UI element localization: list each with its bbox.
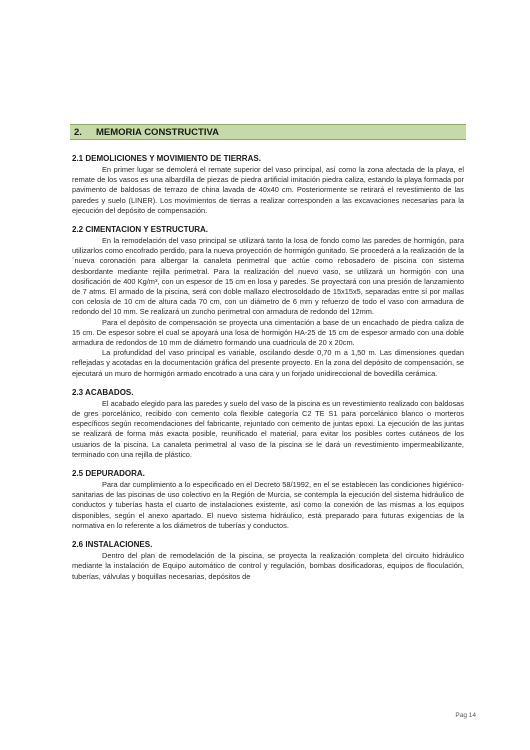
section-cimentacion: [72, 224, 464, 379]
section-heading: 2.2 CIMENTACION Y ESTRUCTURA.: [72, 225, 209, 235]
paragraph: La profundidad del vaso principal es variable, oscilando desde 0,70 m a 1,50 m. Las dimensiones quedan reflejadas y acotadas en la documentación gráfica del presente proyecto. En la zona del depósito de compensación, se ejecutará un muro de hormigón armado encotrado a una cara y un forjado unidireccional de bovedilla cerámica.: [72, 348, 464, 378]
section-depuradora: [72, 468, 464, 531]
paragraph: Para dar cumplimiento a lo especificado en el Decreto 58/1992, en el se establecen las condiciones higiénico-sanitarias de las piscinas de uso colectivo en la Región de Murcia, se contempla la ejecución del sistema hidráulico de conductos y tuberías hasta el cuarto de instalaciones existente, así como la conexión de las mismas a los equipos disponibles, según el anexo apartado. El nuevo sistema hidráulico, está preparado para futuras exigencias de la normativa en lo referente a los diámetros de tuberías y conductos.: [72, 480, 464, 530]
paragraph: En la remodelación del vaso principal se utilizará tanto la losa de fondo como las paredes de hormigón, para utilizarlos como encofrado perdido, para la nueva proyección de hormigón gunitado. Se procederá a la realización de la ´nueva coronación para albergar la canaleta perimetral que actúe como rebosadero de piscina con sistema desbordante mediante rejilla perimetral. Para la realización del nuevo vaso, se utilizará un hormigón con una dosificación de 400 Kg/m³, con un espesor de 15 cm en losa y paredes. Se proyectará con una presión de lanzamiento de 7 atms. El armado de la piscina, será con doble mallazo electrosoldado de 15x15x5, separadas entre sí por mallas con celosía de 10 cm de altura cada 70 cm, con un diámetro de 6 mm y refuerzo de todo el vaso con armadura de redondo del 10 mm. Se realizará un zuncho perimetral con armadura de redondo del 12mm.: [72, 236, 464, 317]
paragraph: Para el depósito de compensación se proyecta una cimentación a base de un encachado de piedra caliza de 15 cm. De espesor sobre el cual se apoyará una losa de hormigón HA-25 de 15 cm de espesor armado con una doble armadura de redondos de 10 mm de diámetro formando una cuadricula de 20 x 20cm.: [72, 317, 464, 348]
section-number: 2.: [74, 127, 82, 138]
page-number: Pag 14: [455, 712, 476, 719]
document-body: [72, 153, 464, 582]
section-title-bar: [70, 124, 466, 140]
section-title: MEMORIA CONSTRUCTIVA: [96, 127, 219, 138]
section-heading: 2.5 DEPURADORA.: [72, 469, 145, 479]
section-acabados: [72, 387, 464, 460]
paragraph: Dentro del plan de remodelación de la piscina, se proyecta la realización completa del circuito hidráulico mediante la instalación de Equipo automático de control y regulación, bombas dosificadoras, equipos de floculación, tuberías, válvulas y boquillas necesarias, depósitos de: [72, 551, 464, 581]
paragraph: En primer lugar se demolerá el remate superior del vaso principal, así como la zona afectada de la playa, el remate de los vasos es una albardilla de piezas de piedra artificial imitación piedra caliza, estando la playa formada por pavimento de baldosas de terrazo de china lavada de 40x40 cm. Posteriormente se retirará el revestimiento de las paredes y suelo (LINER). Los movimientos de tierras a realizar corresponden a las excavaciones necesarias para la ejecución del depósito de compensación.: [72, 165, 464, 215]
section-heading: 2.6 INSTALACIONES.: [72, 540, 153, 550]
section-instalaciones: [72, 539, 464, 582]
paragraph: El acabado elegido para las paredes y suelo del vaso de la piscina es un revestimiento realizado con baldosas de gres porcelánico, recibido con cemento cola flexible categoría C2 TE S1 para porcelánico blanco o morteros específicos según recomendaciones del fabricante, rejuntado con cemento de juntas epoxi. La ejecución de las juntas se realizará de forma más exacta posible, reunificado el material, para evitar los posibles cortes cutáneos de los usuarios de la piscina. La canaleta perimetral al vaso de la piscina se le dará un revestimiento impermeabilizante, terminado con una rejilla de plástico.: [72, 398, 464, 459]
section-heading: 2.3 ACABADOS.: [72, 387, 134, 397]
section-heading: 2.1 DEMOLICIONES Y MOVIMIENTO DE TIERRAS.: [72, 154, 261, 163]
section-demoliciones: [72, 153, 464, 216]
